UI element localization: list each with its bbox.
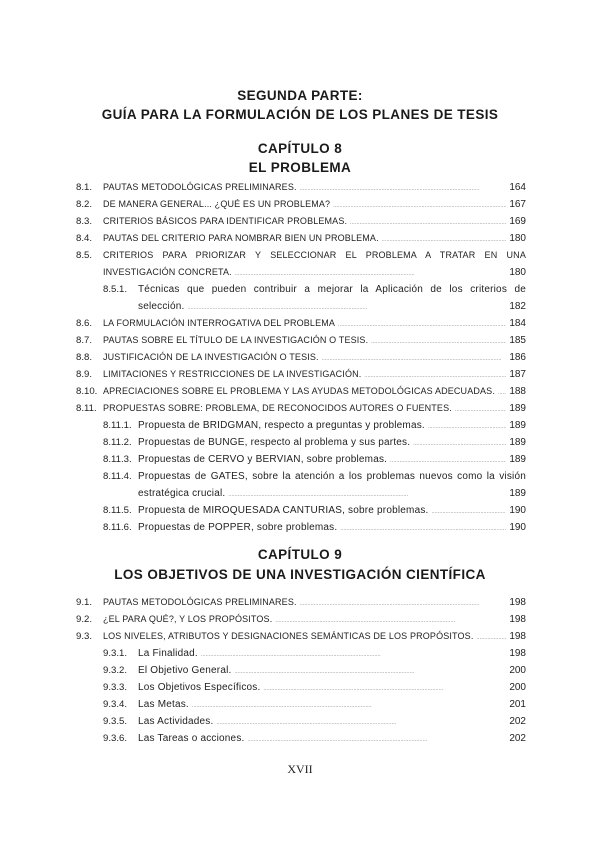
entry-page-number: 200 (509, 682, 526, 693)
entry-title: Técnicas que pueden contribuir a mejorar la Aplicación de los criterios de (138, 284, 526, 295)
dot-leader (350, 213, 506, 230)
entry-title: CRITERIOS PARA PRIORIZAR Y SELECCIONAR EL PROBLEMA A TRATAR EN UNA (103, 250, 526, 260)
entry-title: La Finalidad. (138, 648, 198, 659)
dot-leader (498, 383, 506, 400)
entry-number: 9.3.2. (103, 665, 128, 676)
dot-leader (216, 713, 506, 730)
toc-entry[interactable] (76, 730, 526, 747)
entry-page-number: 167 (509, 199, 526, 210)
toc-entry[interactable] (76, 451, 526, 468)
toc-entry[interactable] (76, 247, 526, 264)
entry-number: 8.11.5. (103, 505, 132, 516)
entry-title: PAUTAS METODOLÓGICAS PRELIMINARES. (103, 597, 297, 607)
dot-leader (333, 196, 506, 213)
chapter-8-title: EL PROBLEMA (248, 160, 352, 175)
entry-number: 9.3.1. (103, 648, 128, 659)
dot-leader (248, 730, 507, 747)
toc-entry[interactable] (76, 713, 526, 730)
entry-number: 8.11.1. (103, 420, 132, 431)
entry-title: CRITERIOS BÁSICOS PARA IDENTIFICAR PROBLEMAS. (103, 216, 348, 226)
entry-title: PAUTAS METODOLÓGICAS PRELIMINARES. (103, 182, 297, 192)
toc-entry[interactable] (76, 179, 526, 196)
entry-page-number: 189 (509, 454, 526, 465)
entry-page-number: 189 (509, 488, 526, 499)
chapter-9-title: LOS OBJETIVOS DE UNA INVESTIGACIÓN CIENTÍFICA (114, 567, 486, 582)
dot-leader (338, 315, 506, 332)
dot-leader (476, 628, 506, 645)
dot-leader (235, 264, 507, 281)
toc-entry[interactable] (76, 645, 526, 662)
entry-page-number: 189 (509, 403, 526, 414)
entry-number: 8.8. (76, 352, 93, 363)
dot-leader (235, 662, 507, 679)
entry-title: LA FORMULACIÓN INTERROGATIVA DEL PROBLEMA (103, 318, 336, 328)
entry-page-number: 198 (509, 631, 526, 642)
dot-leader (382, 230, 507, 247)
part-title: SEGUNDA PARTE: (237, 88, 363, 103)
toc-entry[interactable] (76, 349, 526, 366)
entry-title: PAUTAS DEL CRITERIO PARA NOMBRAR BIEN UN PROBLEMA. (103, 233, 379, 243)
entry-title: Propuesta de BRIDGMAN, respecto a preguntas y problemas. (138, 420, 425, 431)
dot-leader (322, 349, 507, 366)
toc-entry[interactable] (76, 298, 526, 315)
dot-leader (340, 519, 506, 536)
toc-entry[interactable] (76, 519, 526, 536)
dot-leader (300, 594, 507, 611)
entry-title: DE MANERA GENERAL... ¿QUÉ ES UN PROBLEMA? (103, 199, 331, 209)
entry-number: 8.10. (76, 386, 98, 397)
entry-page-number: 202 (509, 716, 526, 727)
entry-number: 8.9. (76, 369, 93, 380)
dot-leader (187, 298, 506, 315)
entry-page-number: 198 (509, 648, 526, 659)
entry-title: Propuestas de GATES, sobre la atención a los problemas nuevos como la visión (138, 471, 526, 482)
entry-title: Propuestas de BUNGE, respecto al problema y sus partes. (138, 437, 411, 448)
entry-title: APRECIACIONES SOBRE EL PROBLEMA Y LAS AYUDAS METODOLÓGICAS ADECUADAS. (103, 386, 495, 396)
toc-entry[interactable] (76, 332, 526, 349)
toc-entry[interactable] (76, 485, 526, 502)
entry-number: 8.5.1. (103, 284, 128, 295)
toc-entry[interactable] (76, 213, 526, 230)
entry-page-number: 186 (509, 352, 526, 363)
dot-leader (192, 696, 506, 713)
toc-entry[interactable] (76, 230, 526, 247)
toc-entry[interactable] (76, 196, 526, 213)
entry-title: ¿EL PARA QUÉ?, Y LOS PROPÓSITOS. (103, 614, 273, 624)
entry-number: 8.4. (76, 233, 93, 244)
entry-page-number: 187 (509, 369, 526, 380)
entry-page-number: 184 (509, 318, 526, 329)
toc-chapter-8 (76, 179, 526, 536)
entry-title: Propuesta de MIROQUESADA CANTURIAS, sobre problemas. (138, 505, 429, 516)
entry-page-number: 182 (509, 301, 526, 312)
entry-number: 9.3. (76, 631, 93, 642)
dot-leader (371, 332, 506, 349)
toc-entry[interactable] (76, 502, 526, 519)
entry-page-number: 200 (509, 665, 526, 676)
entry-page-number: 198 (509, 597, 526, 608)
toc-entry[interactable] (76, 468, 526, 485)
entry-title: LIMITACIONES Y RESTRICCIONES DE LA INVESTIGACIÓN. (103, 369, 362, 379)
dot-leader (275, 611, 506, 628)
entry-number: 8.11.2. (103, 437, 132, 448)
toc-entry[interactable] (76, 696, 526, 713)
entry-page-number: 198 (509, 614, 526, 625)
toc-entry[interactable] (76, 628, 526, 645)
entry-number: 8.11. (76, 403, 97, 414)
entry-title: estratégica crucial. (138, 488, 226, 499)
entry-number: 9.3.3. (103, 682, 128, 693)
entry-number: 8.3. (76, 216, 93, 227)
entry-number: 8.1. (76, 182, 93, 193)
dot-leader (300, 179, 507, 196)
entry-page-number: 201 (509, 699, 526, 710)
toc-entry[interactable] (76, 679, 526, 696)
dot-leader (413, 434, 506, 451)
toc-entry[interactable] (76, 264, 526, 281)
entry-title: Las Metas. (138, 699, 189, 710)
toc-entry[interactable] (76, 366, 526, 383)
entry-title: Propuestas de POPPER, sobre problemas. (138, 522, 338, 533)
entry-number: 9.1. (76, 597, 93, 608)
entry-title: LOS NIVELES, ATRIBUTOS Y DESIGNACIONES SEMÁNTICAS DE LOS PROPÓSITOS. (103, 631, 474, 641)
page-number: XVII (287, 762, 313, 776)
toc-entry[interactable] (76, 400, 526, 417)
entry-number: 9.3.5. (103, 716, 128, 727)
dot-leader (432, 502, 507, 519)
toc-entry[interactable] (76, 383, 526, 400)
entry-number: 8.6. (76, 318, 93, 329)
entry-title: INVESTIGACIÓN CONCRETA. (103, 267, 232, 277)
entry-page-number: 169 (509, 216, 526, 227)
dot-leader (390, 451, 506, 468)
entry-number: 8.7. (76, 335, 93, 346)
toc-entry[interactable] (76, 434, 526, 451)
dot-leader (228, 485, 506, 502)
dot-leader (455, 400, 506, 417)
dot-leader (428, 417, 506, 434)
toc-entry[interactable] (76, 315, 526, 332)
entry-title: El Objetivo General. (138, 665, 232, 676)
dot-leader (263, 679, 506, 696)
entry-title: selección. (138, 301, 185, 312)
entry-title: Propuestas de CERVO y BERVIAN, sobre problemas. (138, 454, 388, 465)
entry-page-number: 185 (509, 335, 526, 346)
entry-page-number: 188 (509, 386, 526, 397)
toc-chapter-9 (76, 594, 526, 747)
entry-title: Las Tareas o acciones. (138, 733, 245, 744)
entry-page-number: 180 (509, 233, 526, 244)
entry-number: 9.2. (76, 614, 93, 625)
entry-number: 9.3.6. (103, 733, 128, 744)
entry-page-number: 180 (509, 267, 526, 278)
toc-entry[interactable] (76, 417, 526, 434)
entry-number: 8.11.4. (103, 471, 132, 482)
toc-entry[interactable] (76, 281, 526, 298)
entry-number: 8.5. (76, 250, 93, 261)
entry-number: 9.3.4. (103, 699, 128, 710)
entry-title: Los Objetivos Específicos. (138, 682, 261, 693)
entry-page-number: 164 (509, 182, 526, 193)
chapter-8-label: CAPÍTULO 8 (257, 141, 343, 156)
entry-number: 8.11.3. (103, 454, 132, 465)
dot-leader (201, 645, 506, 662)
entry-number: 8.2. (76, 199, 93, 210)
entry-page-number: 189 (509, 420, 526, 431)
chapter-9-label: CAPÍTULO 9 (257, 547, 343, 562)
entry-title: PAUTAS SOBRE EL TÍTULO DE LA INVESTIGACIÓN O TESIS. (103, 335, 369, 345)
entry-title: PROPUESTAS SOBRE: PROBLEMA, DE RECONOCIDOS AUTORES O FUENTES. (103, 403, 452, 413)
entry-title: Las Actividades. (138, 716, 214, 727)
entry-page-number: 202 (509, 733, 526, 744)
part-subtitle: GUÍA PARA LA FORMULACIÓN DE LOS PLANES DE TESIS (101, 107, 499, 122)
entry-title: JUSTIFICACIÓN DE LA INVESTIGACIÓN O TESIS. (103, 352, 319, 362)
entry-page-number: 189 (509, 437, 526, 448)
toc-entry[interactable] (76, 594, 526, 611)
entry-number: 8.11.6. (103, 522, 132, 533)
toc-entry[interactable] (76, 662, 526, 679)
entry-page-number: 190 (509, 505, 526, 516)
toc-entry[interactable] (76, 611, 526, 628)
entry-page-number: 190 (509, 522, 526, 533)
dot-leader (364, 366, 506, 383)
